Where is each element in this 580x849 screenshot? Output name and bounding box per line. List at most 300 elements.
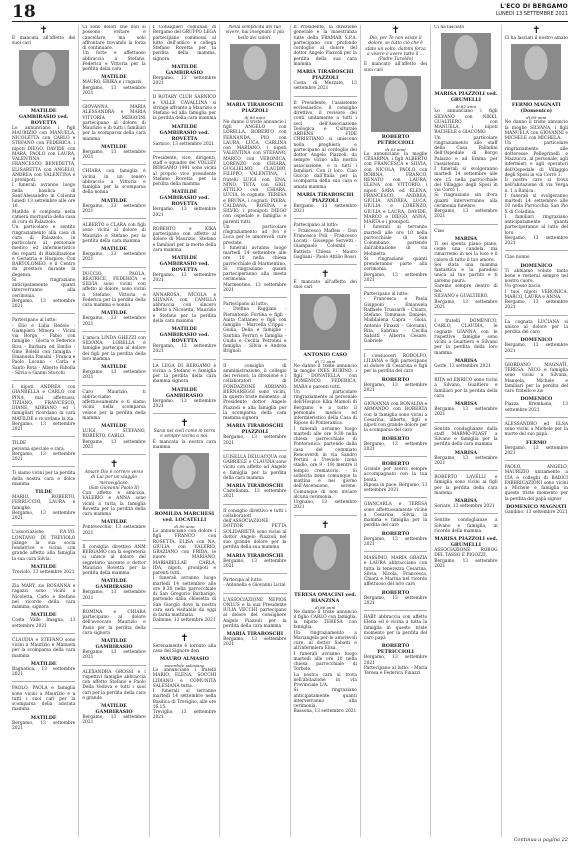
portrait-photo — [511, 44, 561, 100]
deceased-name: ROBERTO — [381, 530, 410, 537]
portrait-photo — [300, 294, 350, 350]
deceased-name: MATILDE GAMBIRASIO ved. ROVETTA — [159, 255, 210, 273]
notice-text: Il consiglio direttivo e tutti i collaboratori dell'ASSOCIAZIONE DOTTOR PETTA SOLIDARIETÀ sono vicini al dottor Angelo Piazzoli nel suo grande dolore per la perdita della sua mamma — [223, 508, 287, 551]
notice-divider — [364, 349, 427, 350]
notice-text: I funerali si svolgeranno martedì 14 settembre alle 10 nella Parrocchia San Pio X di Coladina. — [504, 193, 568, 215]
notice-text: Il consiglio direttivo ANM BERGAMO con la segreteria si unisce al dolore del segretario uscente e dottor Maurizio Rovetta per la perdita della mamma — [82, 544, 146, 576]
deceased-name: MARISA — [454, 449, 478, 456]
notice-text: Urgnano, 13 settembre 2021 — [293, 500, 357, 511]
notice-text: Riposa in pace. Bergamo, 13 settembre 2021 — [363, 482, 428, 493]
notice-text: Ti sei spenta piano piano, come una candela, ma rimarremo in noi la luce e il calore di tutto il tuo amore. — [434, 241, 498, 263]
notice-text: MAURO, ERIKA e i ragazzi. — [82, 80, 143, 86]
deceased-name: MATILDE GAMBIRASIO — [165, 386, 203, 399]
notice-text: I tuoi nipoti VERONICA, MARCO, LAURA e ANNA. — [504, 289, 568, 300]
notice-text: GIOVANNA, MARIA ALESSANDRA e MARIA VITTORIA MERAVINI partecipano al dolore di Maurizio e di tutti i familiari per la scomparsa della cara mamma — [82, 105, 146, 142]
notice-text: L'ASSOCIAZIONE NEPIOS ONLUS e la sua Presidente IULIA VECCHI partecipano al dolore del consigliere Angelo Piazzoli per la perdita della cara mamma — [223, 597, 287, 629]
notice-text: I funerali avranno luogo martedì 14 settembre alle ore 10 nella chiesa parrocchiale di Marmentino. — [223, 245, 287, 267]
notice-text: I familiari ringraziano anticipatamente quanti parteciperanno al lutto del loro. — [504, 214, 568, 236]
notice-text: Ne danno il triste annuncio il figlio CARLO con famiglia, la nipote TERESA con famiglia. — [293, 609, 357, 631]
notice-text: Bergamo, 13 settembre 2021 — [363, 655, 428, 666]
notice-divider — [364, 456, 427, 457]
notice-text: Caro Maurizio, ti abbracciamo affettuosamente e ti siamo vicini nella scomparsa veloce per la perdita della mamma — [82, 389, 146, 421]
notice-text: I funerali si terranno martedì alle ore 10 nella parrocchiale di San Colombano, partendo dall'abitazione di via Molinetto. — [363, 225, 428, 257]
notice-text: persona speciale e rara. — [12, 446, 66, 452]
notice-divider — [294, 515, 357, 516]
notice-text: Bergamo, 13 settembre 2021 — [152, 398, 217, 409]
notice-text: Bergamo, 13 settembre 2021 — [82, 439, 146, 450]
notice-divider — [12, 681, 75, 682]
cross-icon: ✝ — [391, 25, 400, 36]
notice-text: Bergamo, 13 settembre 2021 — [363, 272, 428, 283]
header-rule — [12, 21, 568, 22]
notice-divider — [82, 540, 145, 541]
notice-divider — [153, 151, 216, 152]
notice-text: Bergamo, 13 settembre 2021 — [363, 536, 428, 547]
portrait-photo — [300, 534, 350, 590]
deceased-name: MATILDE GAMBIRASIO ved. ROVETTA — [159, 189, 210, 208]
deceased-name: MATILDE — [30, 612, 57, 619]
notice-text: I nipoti ANDREA con GIANBELLA e CARLO con PINA, mai affettuosi, TIZIANO, FRANCESCO, DIANE, ADRIANO ed i famigliari ricordano la cara MATILDE e ricordano la zia. — [12, 385, 76, 422]
age-line: di 86 anni — [315, 604, 336, 610]
obituary-columns — [12, 25, 568, 837]
notice-text: GIORDANO MAGNATI, TERESA, NICO e famiglia sono vicini a Silvana, Manuela, Michele e familiari per la perdita del caro fratello e zio — [504, 362, 568, 394]
notice-text: Pontevecchio, 13 settembre 2021 — [82, 525, 146, 536]
deceased-name: MARIA TIRABOSCHI PIAZZOLI — [296, 69, 354, 81]
notice-text: Lo annunciano i figli SILVANO con NIKKI, GUALTIERO con MANUELA, i nipoti RACHELE e GIACOMO. — [434, 109, 498, 136]
notice-text: ROBERTO e KIKA partecipano con affetto al dolore di Maurizio, Stefano e familiari per la morte della cara mamma — [152, 226, 217, 253]
notice-text: Con affetto e amicizia, VALERIO e ANNA sono vicini a tutta la famiglia Rovetta per la perdita della cara mamma — [82, 491, 146, 517]
continued-note: Continua a pagina 22 — [513, 837, 568, 843]
notice-text: I funerali avranno luogo martedì 14 settembre alle ore 9.30 nella parrocchiale di San Gregorio Barbarigo, partendo dalla chiesetta di San Giorgio dove la nostra cara sarà visitabile da oggi in tarda mattinata. — [152, 576, 217, 618]
column-1 — [12, 25, 78, 837]
notice-text: Partecipano al lutto: — [223, 302, 268, 307]
notice-text: Si ringraziano anticipatamente quanti interverranno alla cerimonia. — [12, 277, 76, 299]
deceased-name: MATILDE GAMBIRASIO — [165, 63, 203, 76]
notice-text: - Elio e Lidia Redolo - Giampiero Minora - Vicini via Borgo - Fabio con famiglie - Gloria e Federico Riva - Barbara ed Emilio - Gino Bolelli con famiglia - Emanuela Pansini - Franca e Paolo Lucano - Carla e Santo Rota - Alberto Ribolla - Silvia e Gianni Stucchi — [12, 323, 76, 376]
notice-text: - Francesco e Paola Giupponi - Emanuela Raffaele Trussardi - Chiara, Stefano, Tommaso, Daniele, Maddalena Capra - Gioia, Antonio Finazzi - Giovanni, Rita, Sabrina - Cecilia Sabatti - Alberto, Cesare, Gabriele — [363, 297, 428, 345]
notice-text: Lo annunciano i fratelli MARIO, ELENA, SOCCHI LIDIANO e COMUNITÀ SALESIANA tutta. — [152, 668, 217, 689]
notice-divider — [153, 359, 216, 360]
notice-text: ALEXANDRA GROSSI e i rispettivi famiglie abbraccia con affetto Stefano e Paolo Della Vedova e tutti i suoi cari per la perdita della cara e grande — [82, 669, 146, 701]
deceased-name: MATILDE — [101, 519, 127, 526]
deceased-name: ROBERTO — [381, 376, 410, 383]
column-7 — [430, 25, 500, 837]
age-line: di 89 anni — [526, 115, 547, 121]
notice-divider — [505, 358, 568, 359]
quote-text: (San Giovanni Paolo II) — [88, 485, 140, 491]
notice-text: PAOLO, ANGELO, MAURIZIO unitamente a CIA e colleghi di BADICI FABBRICAZIONI sono vicini a Michele e famiglia in questo triste momento per la perdita del papà signor — [504, 465, 568, 502]
notice-text: L'amica LINDA GHEZZI con SILVANA, LORELLA e famiglie partecipa al dolore dei figli per la perdita della loro mamma — [82, 335, 146, 362]
deceased-name: DOMENICO — [520, 262, 553, 269]
notice-text: Bagnatica, 13 settembre 2021 — [12, 666, 76, 677]
notice-text: Bergamo, 13 settembre 2021 — [223, 558, 287, 569]
notice-text: Si ringraziano sin d'ora quanti interverranno alla cerimonia funebre. — [434, 193, 498, 209]
age-line: di 82 anni — [455, 104, 477, 110]
portrait-photo — [19, 50, 69, 106]
notice-divider — [364, 397, 427, 398]
notice-text: È mancata la nostra cara mamma — [152, 439, 217, 450]
notice-divider — [12, 313, 75, 314]
age-line: di 89 anni — [174, 524, 195, 529]
deceased-name: DOMENICO MAGNATI — [506, 503, 567, 510]
deceased-name: MATILDE — [101, 310, 127, 317]
notice-text: Il Presidente, l'assistente ecclesiastico, il consiglio direttivo, il revisore dei conti unitamente a tutti i soci dell'Associazione Teologica e Culturale ARDENS FIDE CHRISTIANO si uniscono nella preghiera e partecipano al cordoglio del dottor Angelo Piazzoli, da sempre vicino alla nostra associazione, e a tutti i familiari. Con il loro. Ciao Guccio dall'Italia per la scomparsa della sua cara e amata mamma — [293, 100, 357, 190]
notice-text: È mancato all'affetto dei suoi cari — [293, 280, 357, 291]
deceased-name: MATILDE — [101, 364, 127, 370]
cross-icon: ✝ — [320, 519, 330, 531]
deceased-name: MATILDE — [101, 246, 127, 252]
column-3 — [149, 25, 219, 837]
notice-divider — [153, 222, 216, 223]
deceased-name: MARIA TIRABOSCHI PIAZZOLI — [226, 423, 284, 436]
notice-divider — [505, 460, 568, 461]
notice-divider — [364, 610, 427, 611]
notice-text: Un particolare ringraziamento allo staff della Casa Palladini dell'Ospedale di Borgo Palazzo e ad Emma per l'assistenza. — [434, 135, 498, 167]
notice-text: Bergamo, 13 settembre 2021 — [363, 441, 428, 452]
notice-text: Un particolare ringraziamento ad Ivo e Luca per le amorevoli cure prestate. — [223, 224, 287, 246]
notice-text: Sarnico, 13 settembre 2021 — [152, 141, 215, 147]
deceased-name: MARIA TIRABOSCHI PIAZZOLI — [296, 191, 354, 204]
deceased-name: DOMENICO — [520, 396, 553, 403]
notice-text: Costa Valle Imagna, 13 settembre 2021 — [12, 618, 76, 629]
notice-divider — [153, 288, 216, 289]
notice-text: I funerali si svolgeranno martedì 14 settembre alle ore 15 nella parrocchiale del Villaggio degli Sposi in via Corrò 1. — [434, 167, 498, 193]
notice-divider — [12, 525, 75, 526]
notice-text: CHIARA con famiglia è vicina in un tenero abbraccio a Vittoria e famiglia per la scomparsa della nonna — [82, 169, 146, 196]
notice-text: I funerali avranno luogo martedì alle ore 10 nella chiesa parrocchiale di Torbole. — [293, 651, 357, 673]
notice-text: La cognata LUCIANA si unisce al dolore per la perdita del caro — [504, 319, 568, 335]
notice-divider — [153, 628, 216, 629]
notice-text: Si ringraziano quanti parteciperanno alla mesta cerimonia. — [223, 266, 287, 283]
notice-text: Bergamo, 13 settembre 2021 — [434, 299, 498, 310]
column-2 — [78, 25, 148, 837]
notice-text: Costa di Mezzate, 13 settembre 2021 — [293, 81, 357, 92]
notice-divider — [153, 90, 216, 91]
notice-text: RITA ed ENRICO sono vicini a Silvano, Gualtiero e familiari per la perdita della cara — [434, 378, 498, 399]
notice-text: È mancata all'affetto dei suoi cari — [12, 36, 76, 47]
notice-text: Treviglio, 13 settembre 2021 — [152, 710, 217, 721]
deceased-name: ROMILDA MARCHESI ved. LOCATELLI — [154, 511, 215, 523]
notice-text: Gandino, 13 settembre 2021 — [504, 509, 568, 515]
age-line: di 89 anni — [244, 114, 265, 120]
notice-text: Bergamo, 13 settembre 2021 — [82, 149, 146, 160]
notice-text: Bergamo, 13 settembre 2021 — [223, 637, 287, 648]
deceased-name: MAURO ALMASIO — [159, 656, 209, 662]
notice-text: Bergamo, 13 settembre 2021 — [363, 382, 428, 393]
notice-text: Si ringraziano anticipatamente quanti interverranno alla cerimonia. — [293, 688, 357, 709]
column-8 — [501, 25, 568, 837]
notice-text: LUISELLA DELUACQUA con GABRIELE e CLAUDIA sono vicini con affetto ad Angelo e famiglia per la perdita della cara mamma — [223, 454, 287, 481]
notice-text: PAOLO, PAOLA e famiglia sono vicini a Maurizio e a tutti i suoi cari per la scomparsa della adorata mamma — [12, 686, 76, 713]
deceased-name: MARISA — [454, 357, 478, 364]
notice-text: Bergamo, 13 settembre 2021 — [363, 595, 428, 606]
notice-text: GIANCARLA e TERESA sono affettuosamente vicine a Cesarina, Silvia, la mamma e famiglia per la perdita del caro — [363, 502, 428, 529]
notice-text: Bergamo, 13 settembre 2021 — [82, 85, 146, 96]
notice-text: Bergamo, 13 settembre 2021 — [504, 343, 568, 354]
notice-text: Partecipano al lutto: - Maria Teresa e Federica Finazzi — [363, 665, 428, 676]
notice-text: Bergamo, 13 settembre 2021 — [12, 421, 76, 432]
column-4 — [219, 25, 289, 837]
notice-text: I consuoceri RODOLFO, LILIANA e figli partecipano al dolore di Cesarina e figli per la perdita del caro — [363, 353, 428, 375]
notice-divider — [223, 504, 286, 505]
notice-divider — [505, 315, 568, 316]
notice-text: I funerali avranno luogo nella basilica di Sant'Alessandro in Colonna lunedì 13 settembre alle ore 10. — [12, 183, 76, 210]
notice-text: - Antonella e Giovanni Licini — [223, 583, 286, 589]
notice-text: - Dolfina Faggiani - Pierantonio Fortina e figli - Anita Cattaneo e figli con famiglie - Marcella Crippa - Giulia, Delia e famiglie - Santina Ferrari e famiglia - Guido e Cecilia Petrolini e famiglia - Silvia e Andrea Brignoli — [223, 307, 287, 355]
notice-divider — [223, 593, 286, 594]
notice-text: Ti abbiamo voluto tanto bene e resterai sempre nel nostro cuore. — [504, 268, 568, 284]
deceased-name: MARIA TIRABOSCHI — [226, 631, 284, 637]
notice-text: Zia MARY, zio ROSANNA e ragazzi sono vicini a Nicoletta, Carlo e Stefano nel ricordo della cara mamma, signora — [12, 584, 76, 610]
notice-text: L'associazione P.A.VO. LONTANO DI TREVIOLO piange la sua socia fondatrice e vicina con grande affetto alla famiglia la sua cara Silvia. — [12, 530, 76, 562]
notice-text: Bergamo, 13 settembre 2021 — [12, 510, 76, 521]
notice-text: Un grosso bacio. — [504, 284, 542, 290]
notice-text: Lo annunciano i figli MAURIZIO con MANUELA, NICOLETTA con CARLO e STEFANO con FEDERICA, i nipoti DIEGO, DAVIDE con MARA, PAOLO con LAURA, VALENTINA e FRANCESCO, BENEDETTA, ELISABETTA con ANGELO, ANDREA con VALENTINA e i pronipoti. — [12, 125, 76, 183]
notice-text: LA LEGA DI BERGAMO è vicina a Stefano e famiglia per la perdita della cara mamma signora — [152, 363, 217, 385]
notice-text: Saremo sempre dentro di noi. — [434, 283, 498, 294]
notice-text: Ciao — [434, 228, 445, 234]
notice-divider — [364, 497, 427, 498]
notice-text: Bergamo, 13 settembre 2021 — [82, 370, 146, 381]
page-number: 18 — [12, 2, 36, 22]
notice-text: Un ringraziamento a Mariangela per le amorevoli cure, al dottor Sabatti e all'infermiera Elisa. — [293, 630, 357, 652]
column-6 — [360, 25, 430, 837]
deceased-name: ROBERTO — [381, 589, 410, 596]
notice-text: Ci sono dolori che non si possono evitare e cancellare, ma solo affrontare trovando la forza di continuare. — [82, 25, 146, 51]
deceased-name: MATILDE GAMBIRASIO ved. ROVETTA — [18, 107, 69, 126]
notice-text: CLAUDIA e STEFANO sono vicini a Maurizio e Manuela per la scomparsa della cara mamma — [12, 637, 76, 659]
notice-text: Dalmine, 13 settembre 2021 — [152, 618, 216, 624]
notice-text: I funerali si terranno martedì 14 settembre nella Basilica di Treviglio, alle ore 16.15. — [152, 689, 217, 710]
deceased-name: FERMO MAGNATI (Domenico) — [511, 102, 561, 115]
notice-text: Bergamo, 13 settembre 2021 — [12, 451, 76, 462]
issue-date: LUNEDÌ 13 SETTEMBRE 2021 — [495, 11, 568, 17]
portrait-photo — [371, 76, 421, 132]
notice-divider — [82, 100, 145, 101]
notice-text: Bergamo, 13 settembre 2021 — [152, 344, 217, 355]
notice-text: Ci ha lasciati il nostro amato — [504, 36, 568, 41]
portrait-photo — [441, 33, 491, 89]
notice-text: Serenamente è tornato alla casa del Signore don — [152, 643, 217, 654]
notice-text: SILVANO e GUALTIERO. — [434, 294, 489, 300]
cross-icon: ✝ — [532, 25, 541, 36]
notice-text: I Consiglieri comunali di Bergamo del GRUPPO LEGA partecipano commossi al lutto dell'amico e collega Stefano Rovetta per la perdita della mamma, signora — [152, 25, 217, 62]
notice-text: Piazza Brembana, 13 settembre 2021 — [504, 402, 568, 413]
notice-text: È mancato all'affetto dei suoi cari — [363, 62, 428, 73]
notice-text: Bergamo, 13 settembre 2021 — [504, 235, 568, 246]
deceased-name: FERMO — [526, 439, 547, 446]
notice-text: Bergamo, 13 settembre 2021 — [12, 298, 76, 309]
deceased-name: MATILDE — [101, 197, 127, 204]
deceased-name: MARISA PIAZZOLI ved. GRUMELLI — [434, 536, 498, 548]
notice-divider — [434, 470, 497, 471]
notice-divider — [82, 218, 145, 219]
notice-text: Ne danno il triste annuncio i figli ANGELO con LORELLA, ROBERTO con FERNANDA, PIO con LAURA, LUCA, CARLINA con MARIANO, i nipoti VALENTINA con STEFANO, MARCO con VERONICA, LORENZO con CHIARA, GUGLIELMO, CLAUDIO, FILIPPO, VALENTINA, i fratelli LUIGI con ENA, NINO, TETA con GIGI, ATTILIO con CHIARA, LUCIA, le cognate, TERESA e BRUNA, i cognati, PIERA, CALDANA, ROSINA e SILVIO, i pronipoti DIEGO con ospedale e famiglia e parenti tutti. — [223, 119, 287, 225]
notice-text: ANNAROSA, NICOLA e SILVANA con CAMILLA abbraccia con sincero affetto a Nicoletta, Maurizio e Stefano per la perdita della cara mamma — [152, 292, 217, 324]
notice-text: MARIO, ROBERTO, FERRUCCIO, LAURA e famiglie. — [12, 495, 76, 511]
notice-text: Bergamo, 13 settembre 2021 — [82, 252, 146, 263]
notice-text: Bergamo, 13 settembre 2021 — [504, 445, 568, 456]
quote-text: (Padre Turoldo) — [378, 57, 413, 62]
notice-divider — [12, 380, 75, 381]
notice-text: Bergamo, 13 settembre 2021 — [434, 455, 498, 466]
notice-text: ASSOCIAZIONE ROBOG DEL TASSO E PIGOZZI. — [434, 548, 498, 559]
deceased-name: MARISA — [454, 498, 478, 504]
notice-text: Ci ha lasciato — [434, 25, 465, 30]
notice-text: Grande per averci sempre accompagnato con la tua bontà. — [363, 467, 428, 483]
notice-text: ROMINA e CHIARA partecipano al dolore dell'avvocato Maurizio e Paolo per la perdita della cara signora — [82, 609, 146, 636]
notice-text: Lo annunciano con dolore i figli FRANCO con ROSETTA, ELISA con NA, GIULIA con VALERIO, GRAZIANO con FRIDA, le nuore MARIANO, MARIABELLAE CARLA, IDA, nipoti, pronipoti e parenti tutti. — [152, 529, 217, 576]
notice-text: Partecipano al lutto: — [293, 223, 339, 229]
notice-divider — [364, 551, 427, 552]
notice-divider — [153, 413, 216, 414]
notice-text: Bergamo, 13 settembre 2021 — [504, 300, 568, 311]
notice-text: Ne danno il triste annuncio la moglie SILVANA, i figli MANUELA con GIOVANNI e MICHELE con MICHELA. — [504, 120, 568, 141]
notice-divider — [12, 466, 75, 467]
notice-divider — [294, 264, 357, 265]
age-line: di 72 anni — [315, 358, 336, 364]
notice-text: Lo annunciano la moglie CESARINA, i figli ALBERTO con FRANCESCA e SILVIA, con NICOLA, PAOLO con ROBINA, FRANCO, RENATO con LAURA, ELENA con VITTORIO, i nipoti SARA ed ELENA, FRANCESCO, ANDREA, GIULIA, ANDREA, LUCA, GIULIA e LORENZO, GIULIA e LAURA, DAVIDE, MARCO e DIEGO, ANNA, MARTA e i pronipoti. — [363, 151, 428, 225]
deceased-name: ROBERTO — [381, 435, 410, 442]
notice-text: Partecipa al lutto: — [223, 578, 263, 583]
cross-icon: ✝ — [180, 632, 189, 644]
deceased-name: MATILDE — [30, 714, 57, 721]
age-line: sacerdote salesiano — [164, 663, 205, 668]
notice-text: Bergamo, 13 settembre 2021 — [82, 316, 146, 327]
cross-icon: ✝ — [109, 459, 119, 470]
deceased-name: MATILDE GAMBIRASIO — [95, 703, 133, 715]
deceased-name: ROBERTO PETRICCIOLI — [377, 643, 414, 656]
deceased-name: MATILDE — [101, 423, 127, 429]
deceased-name: ROBERTO — [381, 461, 410, 467]
notice-text: ROBERTO LAVELLI e famiglia sono vicini ai figli per la perdita della cara mamma — [434, 475, 498, 496]
notice-text: Il Presidente, la direzione generale e la maestranza tutte della FRAMAR S.P.A. partecipano con profondo cordoglio al dolore del dottor Angelo Piazzoli per la perdita della sua cara mamma — [293, 25, 357, 67]
notice-divider — [82, 385, 145, 386]
deceased-name: TILDE — [35, 489, 53, 495]
notice-text: Sentite condoglianze a Silvano e famiglia, in ricordo della mamma — [434, 518, 498, 534]
notice-text: Presidente, vice, dirigenti, staff e squadre del VOLLEY BERGAMO 1991 sono vicini al proprio vice presidente Stefano Rovetta per la perdita della mamma — [152, 155, 217, 187]
notice-divider — [434, 224, 497, 225]
deceased-name: MATILDE — [30, 660, 57, 667]
page-header — [12, 0, 568, 20]
notice-text: Ti siamo vicini per la perdita della nostra cara e dolce mamma — [12, 471, 76, 487]
notice-text: Un particolare ringraziamento alle dottoresse Pellegrinelli e Mazzucca, al personale, agli infermieri e agli operatori dell'Ospedale di Villaggio degli Sposi in via Corrò 1. — [504, 141, 568, 178]
notice-divider — [12, 436, 75, 437]
notice-text: Bergamo, 13 settembre 2021 — [12, 720, 76, 731]
notice-text: ALBERTO e CLARA con figli sono vicini al dolore di Maurizio e Stefano per la perdita della cara mamma — [82, 223, 146, 244]
notice-divider — [82, 605, 145, 606]
notice-divider — [294, 218, 357, 219]
notice-divider — [223, 297, 286, 298]
notice-text: Gorle, 13 settembre 2021 — [434, 363, 491, 369]
deceased-name: MARISA PIAZZOLI ved. GRUMELLI — [434, 91, 498, 104]
notice-divider — [223, 359, 286, 360]
notice-text: Un particolare e sentito ringraziamento alla casa di cura di Palazzolo, in particolare al personale medico ed infermieristico dei reparti di Riabilitazione e Geriatria e Hospice. Con BARTOLOMEO, e il Centro da prestare durante la degenza. — [12, 225, 76, 278]
notice-text: Bergamo, 13 settembre 2021 — [434, 407, 498, 418]
notice-divider — [12, 633, 75, 634]
notice-divider — [434, 513, 497, 514]
notice-text: Castellanza, 13 settembre 2021 — [223, 489, 287, 500]
notice-divider — [82, 331, 145, 332]
cross-icon: ✝ — [180, 418, 189, 429]
notice-text: Un forte e affettuoso abbraccio a Stefano, Federica e Vittoria per la perdita della cara — [82, 51, 146, 72]
notice-text: LUIGI, STEFANO, ROBERTO, CARLO. — [82, 429, 146, 440]
column-5 — [290, 25, 360, 837]
deceased-name: MARISA — [454, 401, 478, 407]
deceased-name: MATILDE — [101, 143, 127, 150]
notice-text: Si ringraziano quanti prenderanno parte alla cerimonia. — [363, 256, 428, 273]
notice-text: Un particolare ringraziamento al personale dell'Hospice Kika Mamoli di Bergamo e a tutto il personale medico ed infermieristico della Casa di Riposo di Ponteranica. — [293, 389, 357, 427]
portrait-photo — [230, 44, 280, 100]
notice-text: Seriate, 13 settembre 2021 — [434, 504, 495, 509]
notice-divider — [434, 422, 497, 423]
deceased-name: MATILDE GAMBIRASIO — [95, 638, 133, 650]
notice-text: Bergamo, 13 settembre 2021 — [293, 203, 357, 214]
notice-text: GIOVANNA con BONALDA e ARMANDO con ROBERTA con la famiglia sono vicini a Cesarina, alberto, figli e nipoti con grande dolore per la scomparsa del caro — [363, 402, 428, 434]
notice-text: MASSIMO, MARIA GRAZIA e LAURA abbracciano con tutta la tenerezza Cesarina, Silvia, Nicola, Francesca, Chiara e Marina nel ricordo affettuoso del loro caro — [363, 556, 428, 588]
notice-text: Bergamo, 13 settembre 2021 — [434, 209, 498, 220]
notice-text: ALESSANDRO ed ELSA sono vicini a Michele per la morte del suo papà — [504, 421, 568, 438]
quote-text: Amare Dio è correre verso di Lui per un viaggio meraviglioso. — [84, 470, 144, 486]
notice-text: Il ROTARY CLUB SARNICO e VALLE CAVALLINA si stringe affranto a Maurizio e Stefano ed alla famiglia per la perdita della cara mamma — [152, 95, 217, 122]
notice-text: Partecipano al lutto: — [12, 318, 57, 324]
deceased-name: ANTONIO CASO — [303, 351, 347, 358]
deceased-name: MARISA — [454, 235, 478, 242]
deceased-name: MATILDE GAMBIRASIO ved. ROVETTA — [159, 123, 210, 142]
notice-text: I funerali avranno luogo martedì alle ore 9.30 nella chiesa parrocchiale di Ponteranica, partendo dalla casa del commiato Roncoverdi in via Sandro Pertini a Treviolo (zona stadio, ore 9 - 19) mentre il tempio crematorio. - Si sollecita bene comunque la mattina e nel giorno dell'Ascensione, serene. Comunque di non inviare alcuna cerimonia. — [293, 426, 357, 500]
deceased-name: MARIA TIRABOSCHI — [226, 552, 284, 559]
deceased-name: TERESA OMACINI ved. BIANZINA — [294, 591, 357, 604]
notice-divider — [82, 164, 145, 165]
deceased-name: MATILDE GAMBIRASIO ved. ROVETTA — [159, 326, 210, 344]
notice-text: I fratelli DOMENICO, CARLO, CLAUDIA, le cognate GIANNA con le rispettive famiglie sono vicini a Gualtiero e Silvano per la perdita della loro mamma — [434, 319, 498, 356]
notice-divider — [434, 373, 497, 374]
deceased-name: MATILDE GAMBIRASIO — [95, 578, 133, 591]
quote-text: Nella semplicità del tuo vivere, hai insegnato il più bello dei valori. — [225, 25, 285, 41]
deceased-name: MATILDE — [30, 563, 57, 570]
notice-divider — [82, 267, 145, 268]
notice-text: Il consiglio di amministrazione, il collegio dei revisori, la direzione e i collaboratori di FONDAZIONE ADRIANO BERNAREGGI sono vicini, in questo triste momento, al Presidente dottor Angelo Piazzoli e alla famiglia per la scomparsa della cara mamma signora — [223, 363, 287, 421]
deceased-name: DOMENICO — [520, 337, 553, 344]
notice-divider — [364, 287, 427, 288]
deceased-name: MATILDE — [101, 74, 127, 81]
portrait-photo — [159, 453, 209, 509]
notice-text: La nostra cara si trova nell'abitazione in via Provinciale 1/A. — [293, 672, 357, 688]
notice-divider — [12, 579, 75, 580]
notice-text: Matilde è composta nella camera mortuaria della casa di cura di Palazzolo. — [12, 209, 76, 225]
notice-text: Bergamo, 13 settembre 2021 — [152, 207, 217, 218]
notice-text: Bergamo, 13 settembre 2021 — [223, 435, 287, 446]
notice-divider — [223, 573, 286, 574]
cross-icon: ✝ — [39, 25, 48, 36]
newspaper-name: L'ECO DI BERGAMO — [500, 3, 568, 10]
notice-text: Bergamo, 13 settembre 2021 — [434, 558, 498, 569]
notice-text: Ne danno il triste annuncio la moglie INES RUBINO, i figli DONATELLA con DOMENICO, FEDERICA, MARA e parenti tutti. — [293, 363, 357, 390]
notice-text: Bergamo, 13 settembre 2021 — [82, 715, 146, 726]
age-line: di 63 anni — [385, 146, 406, 152]
deceased-name: MARIA TIRABOSCHI — [226, 483, 284, 489]
notice-text: Bergamo, 13 settembre 2021 — [82, 590, 146, 601]
deceased-name: MARIA TIRABOSCHI PIAZZOLI — [226, 101, 284, 114]
notice-text: Marmentino, 13 settembre 2021 — [223, 282, 287, 293]
notice-divider — [294, 96, 357, 97]
notice-divider — [223, 450, 286, 451]
cross-icon: ✝ — [320, 269, 330, 280]
notice-text: Bergamo, 13 settembre 2021 — [152, 273, 217, 284]
notice-text: DUCCIO, PAOLA, BEATRICE, FEDERICA e SILVIA sono vicini con affetto al dolore, sono vicini a Stefano, Vittoria e Federica per la perdita della cara mamma e nonna — [82, 271, 146, 308]
notice-divider — [82, 665, 145, 666]
deceased-name: ROBERTO PETRICCIOLI — [377, 133, 414, 146]
